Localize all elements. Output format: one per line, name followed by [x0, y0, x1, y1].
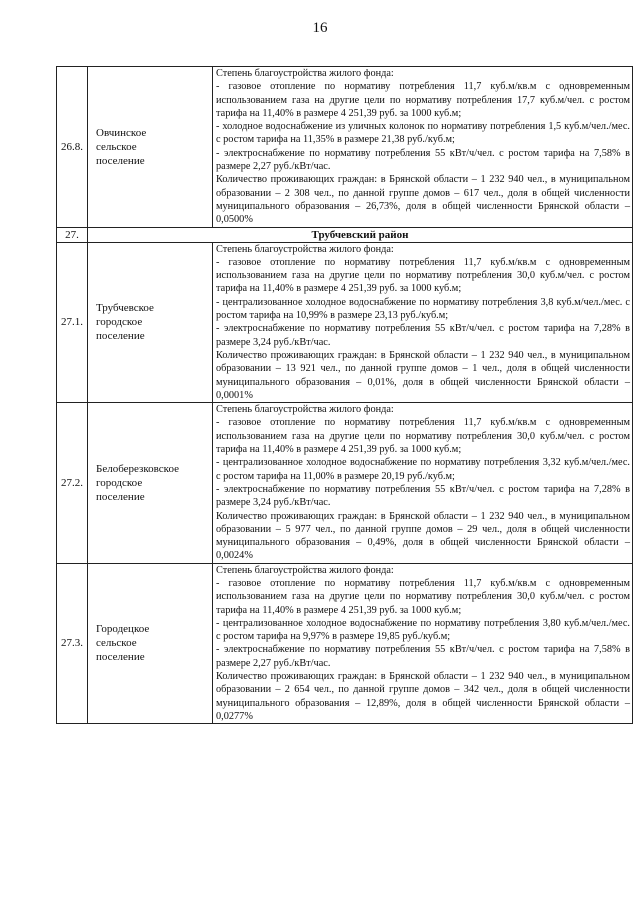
table-row: [57, 403, 633, 564]
settlement-name-text: Белоберезковское городское поселение: [96, 462, 179, 503]
description-line: - электроснабжение по нормативу потребления 55 кВт/ч/чел. с ростом тарифа на 7,58% в размере 2,27 руб./кВт/час.: [216, 644, 630, 669]
row-number: 26.8.: [57, 67, 88, 228]
description-line: Степень благоустройства жилого фонда:: [216, 404, 394, 416]
row-number: 27.1.: [57, 242, 88, 403]
row-number: 27.3.: [57, 563, 88, 724]
settlement-name: [88, 563, 213, 724]
row-description: [213, 563, 633, 724]
row-description: [213, 403, 633, 564]
description-line: Степень благоустройства жилого фонда:: [216, 243, 394, 255]
description-line: - централизованное холодное водоснабжение по нормативу потребления 3,80 куб.м/чел./мес. с ростом тарифа на 9,97% в размере 19,85 руб./куб.м;: [216, 617, 630, 643]
description-line: - газовое отопление по нормативу потребления 11,7 куб.м/кв.м с одновременным использованием газа на другие цели по нормативу потребления 30,0 куб.м/чел. с ростом тарифа на 11,40% в размере 4 251,39 руб. за 1000 куб.м;: [216, 256, 630, 295]
description-line: - электроснабжение по нормативу потребления 55 кВт/ч/чел. с ростом тарифа на 7,28% в размере 3,24 руб./кВт/час.: [216, 483, 630, 509]
row-description: [213, 242, 633, 403]
description-line: - электроснабжение по нормативу потребления 55 кВт/ч/чел. с ростом тарифа на 7,28% в размере 3,24 руб./кВт/час.: [216, 323, 630, 348]
table-row: [57, 242, 633, 403]
description-line: Количество проживающих граждан: в Брянской области – 1 232 940 чел., в муниципальном образовании – 5 977 чел., по данной группе домов – 29 чел., доля в общей численности муниципального образования – 0,49%, доля в общей численности Брянской области – 0,0024%: [216, 510, 630, 562]
district-row: [57, 227, 633, 242]
tariff-table: [56, 66, 633, 724]
description-line: Количество проживающих граждан: в Брянской области – 1 232 940 чел., в муниципальном образовании – 2 654 чел., по данной группе домов – 342 чел., доля в общей численности муниципального образования – 12,89%, доля в общей численности Брянской области – 0,0277%: [216, 671, 630, 722]
description-line: - газовое отопление по нормативу потребления 11,7 куб.м/кв.м с одновременным использованием газа на другие цели по нормативу потребления 30,0 куб.м/чел. с ростом тарифа на 11,40% в размере 4 251,39 руб. за 1000 куб.м;: [216, 417, 630, 456]
settlement-name: [88, 403, 213, 564]
district-title: Трубчевский район: [88, 227, 633, 242]
description-line: Степень благоустройства жилого фонда:: [216, 68, 394, 79]
table-row: [57, 67, 633, 228]
settlement-name: [88, 67, 213, 228]
settlement-name: [88, 242, 213, 403]
row-description: [213, 67, 633, 228]
table-row: [57, 563, 633, 724]
description-line: Количество проживающих граждан: в Брянской области – 1 232 940 чел., в муниципальном образовании – 13 921 чел., по данной группе домов – 1 чел., доля в общей численности муниципального образования – 0,01%, доля в общей численности Брянской области – 0,0001%: [216, 349, 630, 401]
description-line: - электроснабжение по нормативу потребления 55 кВт/ч/чел. с ростом тарифа на 7,58% в размере 2,27 руб./кВт/час.: [216, 147, 630, 173]
description-line: - газовое отопление по нормативу потребления 11,7 куб.м/кв.м с одновременным использованием газа на другие цели по нормативу потребления 30,0 куб.м/чел. с ростом тарифа на 11,40% в размере 4 251,39 руб. за 1000 куб.м;: [216, 577, 630, 616]
settlement-name-text: Овчинское сельское поселение: [96, 126, 147, 167]
description-line: Степень благоустройства жилого фонда:: [216, 564, 394, 576]
settlement-name-text: Трубчевское городское поселение: [96, 302, 154, 343]
description-line: - газовое отопление по нормативу потребления 11,7 куб.м/кв.м с одновременным использованием газа на другие цели по нормативу потребления 17,7 куб.м/чел. с ростом тарифа на 11,40% в размере 4 251,39 руб. за 1000 куб.м;: [216, 81, 630, 119]
description-line: - централизованное холодное водоснабжение по нормативу потребления 3,8 куб.м/чел./мес. с ростом тарифа на 10,99% в размере 23,13 руб./куб.м;: [216, 296, 630, 322]
page-number: 16: [312, 20, 328, 36]
description-line: Количество проживающих граждан: в Брянской области – 1 232 940 чел., в муниципальном образовании – 2 308 чел., по данной группе домов – 617 чел., доля в общей численности муниципального образования – 26,73%, доля в общей численности Брянской области – 0,0500%: [216, 174, 630, 226]
description-line: - централизованное холодное водоснабжение по нормативу потребления 3,32 куб.м/чел./мес. с ростом тарифа на 11,00% в размере 20,19 руб./куб.м;: [216, 457, 630, 482]
row-number: 27.2.: [57, 403, 88, 564]
district-number: 27.: [57, 227, 88, 242]
settlement-name-text: Городецкое сельское поселение: [96, 623, 150, 664]
description-line: - холодное водоснабжение из уличных колонок по нормативу потребления 1,5 куб.м/чел./мес. с ростом тарифа на 11,35% в размере 21,38 руб./куб.м;: [216, 121, 630, 146]
